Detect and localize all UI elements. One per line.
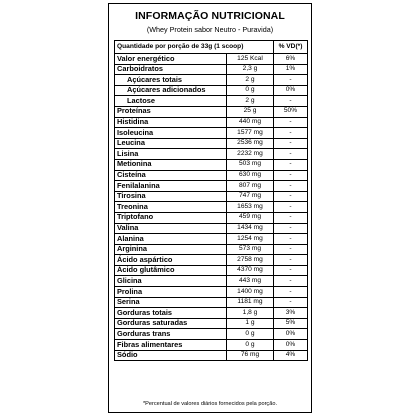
table-row xyxy=(115,265,308,276)
table-header-row xyxy=(115,41,308,54)
nutrient-quantity: 807 mg xyxy=(227,181,274,192)
table-row xyxy=(115,255,308,266)
nutrient-name: Proteínas xyxy=(115,106,227,117)
nutrient-name: Serina xyxy=(115,297,227,308)
nutrient-quantity: 2536 mg xyxy=(227,138,274,149)
table-row xyxy=(115,340,308,351)
table-row xyxy=(115,85,308,96)
table-row xyxy=(115,297,308,308)
table-row xyxy=(115,54,308,65)
label-subtitle: (Whey Protein sabor Neutro - Puravida) xyxy=(146,25,274,34)
nutrient-name: Arginina xyxy=(115,244,227,255)
nutrient-daily-value: - xyxy=(274,202,308,213)
nutrient-daily-value: - xyxy=(274,297,308,308)
nutrient-daily-value: - xyxy=(274,234,308,245)
nutrient-daily-value: 6% xyxy=(274,54,308,65)
nutrient-quantity: 1577 mg xyxy=(227,128,274,139)
nutrient-name: Açúcares totais xyxy=(115,75,227,86)
serving-size-header: Quantidade por porção de 33g (1 scoop) xyxy=(115,41,274,54)
nutrient-quantity: 1254 mg xyxy=(227,234,274,245)
nutrient-name: Fibras alimentares xyxy=(115,340,227,351)
table-row xyxy=(115,223,308,234)
nutrient-quantity: 2758 mg xyxy=(227,255,274,266)
nutrient-daily-value: - xyxy=(274,75,308,86)
nutrition-table xyxy=(114,40,308,361)
nutrient-name: Isoleucina xyxy=(115,128,227,139)
nutrient-quantity: 1400 mg xyxy=(227,287,274,298)
nutrient-daily-value: - xyxy=(274,276,308,287)
nutrient-name: Gorduras saturadas xyxy=(115,318,227,329)
nutrient-name: Sódio xyxy=(115,350,227,361)
nutrient-quantity: 0 g xyxy=(227,85,274,96)
nutrient-daily-value: - xyxy=(274,265,308,276)
nutrient-quantity: 443 mg xyxy=(227,276,274,287)
table-row xyxy=(115,128,308,139)
nutrient-daily-value: 0% xyxy=(274,329,308,340)
table-row xyxy=(115,170,308,181)
table-row xyxy=(115,308,308,319)
nutrient-name: Tirosina xyxy=(115,191,227,202)
nutrient-daily-value: - xyxy=(274,117,308,128)
nutrient-quantity: 1181 mg xyxy=(227,297,274,308)
nutrient-name: Glicina xyxy=(115,276,227,287)
nutrient-quantity: 4370 mg xyxy=(227,265,274,276)
nutrient-quantity: 747 mg xyxy=(227,191,274,202)
nutrient-quantity: 25 g xyxy=(227,106,274,117)
nutrient-name: Treonina xyxy=(115,202,227,213)
nutrient-name: Leucina xyxy=(115,138,227,149)
nutrient-daily-value: - xyxy=(274,138,308,149)
nutrient-name: Carboidratos xyxy=(115,64,227,75)
table-row xyxy=(115,64,308,75)
nutrient-daily-value: - xyxy=(274,212,308,223)
nutrient-quantity: 76 mg xyxy=(227,350,274,361)
nutrient-daily-value: - xyxy=(274,181,308,192)
nutrient-quantity: 459 mg xyxy=(227,212,274,223)
nutrient-quantity: 503 mg xyxy=(227,159,274,170)
nutrient-daily-value: 50% xyxy=(274,106,308,117)
nutrient-quantity: 2 g xyxy=(227,96,274,107)
nutrient-daily-value: - xyxy=(274,128,308,139)
nutrient-quantity: 573 mg xyxy=(227,244,274,255)
table-row xyxy=(115,138,308,149)
nutrient-quantity: 2232 mg xyxy=(227,149,274,160)
table-row xyxy=(115,329,308,340)
label-title: INFORMAÇÃO NUTRICIONAL xyxy=(135,10,285,22)
nutrient-name: Metionina xyxy=(115,159,227,170)
nutrient-name: Lisina xyxy=(115,149,227,160)
nutrient-name: Fenilalanina xyxy=(115,181,227,192)
nutrient-name: Valina xyxy=(115,223,227,234)
nutrient-daily-value: 5% xyxy=(274,318,308,329)
nutrient-quantity: 0 g xyxy=(227,340,274,351)
table-row xyxy=(115,96,308,107)
table-row xyxy=(115,212,308,223)
table-row xyxy=(115,318,308,329)
table-row xyxy=(115,149,308,160)
nutrient-quantity: 125 Kcal xyxy=(227,54,274,65)
nutrient-quantity: 1434 mg xyxy=(227,223,274,234)
nutrient-daily-value: - xyxy=(274,191,308,202)
table-row xyxy=(115,181,308,192)
table-row xyxy=(115,202,308,213)
nutrient-daily-value: - xyxy=(274,96,308,107)
nutrient-daily-value: 0% xyxy=(274,85,308,96)
table-row xyxy=(115,106,308,117)
nutrient-rows xyxy=(115,54,308,361)
nutrient-name: Gorduras trans xyxy=(115,329,227,340)
nutrient-quantity: 2 g xyxy=(227,75,274,86)
nutrient-daily-value: 3% xyxy=(274,308,308,319)
daily-value-header: % VD(*) xyxy=(274,41,308,54)
nutrient-daily-value: - xyxy=(274,255,308,266)
table-row xyxy=(115,234,308,245)
nutrient-name: Valor energético xyxy=(115,54,227,65)
nutrient-name: Açúcares adicionados xyxy=(115,85,227,96)
nutrient-daily-value: 1% xyxy=(274,64,308,75)
table-row xyxy=(115,191,308,202)
nutrient-quantity: 1 g xyxy=(227,318,274,329)
nutrient-name: Ácido glutâmico xyxy=(115,265,227,276)
nutrient-name: Triptofano xyxy=(115,212,227,223)
nutrient-name: Ácido aspártico xyxy=(115,255,227,266)
nutrient-daily-value: - xyxy=(274,244,308,255)
nutrient-daily-value: - xyxy=(274,149,308,160)
nutrient-daily-value: 4% xyxy=(274,350,308,361)
nutrient-daily-value: - xyxy=(274,287,308,298)
nutrient-quantity: 1,8 g xyxy=(227,308,274,319)
nutrient-quantity: 440 mg xyxy=(227,117,274,128)
nutrient-daily-value: - xyxy=(274,170,308,181)
nutrient-name: Gorduras totais xyxy=(115,308,227,319)
nutrient-name: Prolina xyxy=(115,287,227,298)
nutrient-name: Cisteína xyxy=(115,170,227,181)
nutrient-daily-value: 0% xyxy=(274,340,308,351)
table-row xyxy=(115,159,308,170)
nutrient-name: Alanina xyxy=(115,234,227,245)
table-row xyxy=(115,117,308,128)
nutrient-quantity: 2,3 g xyxy=(227,64,274,75)
nutrient-quantity: 1653 mg xyxy=(227,202,274,213)
nutrient-daily-value: - xyxy=(274,223,308,234)
table-row xyxy=(115,75,308,86)
table-row xyxy=(115,350,308,361)
table-row xyxy=(115,276,308,287)
nutrient-daily-value: - xyxy=(274,159,308,170)
table-row xyxy=(115,287,308,298)
footnote: *Percentual de valores diários fornecidos pela porção. xyxy=(142,401,278,407)
nutrient-name: Lactose xyxy=(115,96,227,107)
nutrient-name: Histidina xyxy=(115,117,227,128)
table-row xyxy=(115,244,308,255)
nutrient-quantity: 630 mg xyxy=(227,170,274,181)
nutrient-quantity: 0 g xyxy=(227,329,274,340)
nutrition-facts-label xyxy=(108,3,312,413)
